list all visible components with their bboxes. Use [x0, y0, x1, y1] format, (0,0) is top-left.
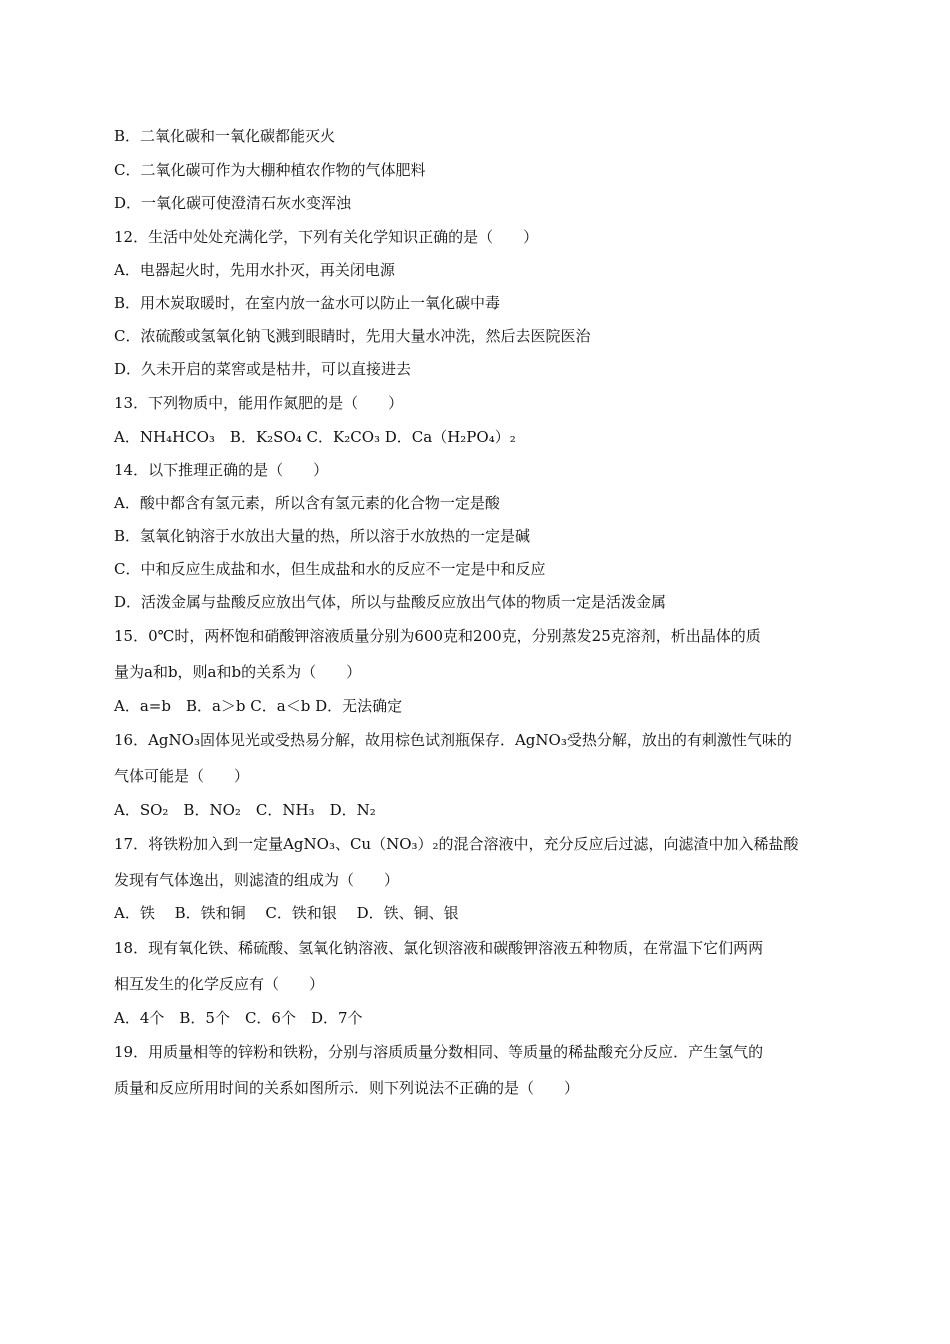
options-q17: A．铁 B．铁和铜 C．铁和银 D．铁、铜、银 [114, 904, 459, 922]
question-17-line-2: 发现有气体逸出，则滤渣的组成为（ ） [114, 871, 400, 889]
option-c-q12: C．浓硫酸或氢氧化钠飞溅到眼睛时，先用大量水冲洗，然后去医院医治 [114, 327, 591, 345]
option-c-q14: C．中和反应生成盐和水，但生成盐和水的反应不一定是中和反应 [114, 560, 546, 578]
question-18-line-1: 18．现有氧化铁、稀硫酸、氢氧化钠溶液、氯化钡溶液和碳酸钾溶液五种物质，在常温下它们两两 [114, 939, 764, 957]
question-15-line-2: 量为a和b，则a和b的关系为（ ） [114, 663, 362, 681]
option-b-q12: B．用木炭取暖时，在室内放一盆水可以防止一氧化碳中毒 [114, 294, 501, 312]
question-16-line-2: 气体可能是（ ） [114, 767, 250, 785]
question-19-line-1: 19．用质量相等的锌粉和铁粉，分别与溶质质量分数相同、等质量的稀盐酸充分反应．产生氢气的 [114, 1043, 764, 1061]
option-c-q11: C．二氧化碳可作为大棚种植农作物的气体肥料 [114, 161, 426, 179]
question-19-line-2: 质量和反应所用时间的关系如图所示．则下列说法不正确的是（ ） [114, 1079, 580, 1097]
question-15-line-1: 15．0℃时，两杯饱和硝酸钾溶液质量分别为600克和200克，分别蒸发25克溶剂，析出晶体的质 [114, 627, 761, 645]
options-q13: A．NH₄HCO₃ B．K₂SO₄ C．K₂CO₃ D．Ca（H₂PO₄）₂ [114, 428, 516, 446]
question-14: 14．以下推理正确的是（ ） [114, 461, 329, 479]
option-b-q14: B．氢氧化钠溶于水放出大量的热，所以溶于水放热的一定是碱 [114, 527, 531, 545]
option-a-q14: A．酸中都含有氢元素，所以含有氢元素的化合物一定是酸 [114, 494, 500, 512]
option-d-q12: D．久未开启的菜窖或是枯井，可以直接进去 [114, 360, 412, 378]
option-b-q11: B．二氧化碳和一氧化碳都能灭火 [114, 127, 336, 145]
question-16-line-1: 16．AgNO₃固体见光或受热易分解，故用棕色试剂瓶保存．AgNO₃受热分解，放出的有刺激性气味的 [114, 731, 792, 749]
question-12: 12．生活中处处充满化学，下列有关化学知识正确的是（ ） [114, 228, 539, 246]
options-q16: A．SO₂ B．NO₂ C．NH₃ D．N₂ [114, 801, 376, 819]
options-q15: A．a=b B．a＞b C．a＜b D．无法确定 [114, 697, 403, 715]
option-d-q14: D．活泼金属与盐酸反应放出气体，所以与盐酸反应放出气体的物质一定是活泼金属 [114, 593, 667, 611]
question-13: 13．下列物质中，能用作氮肥的是（ ） [114, 394, 404, 412]
question-18-line-2: 相互发生的化学反应有（ ） [114, 975, 325, 993]
options-q18: A．4个 B．5个 C．6个 D．7个 [114, 1009, 363, 1027]
option-a-q12: A．电器起火时，先用水扑灭，再关闭电源 [114, 261, 395, 279]
option-d-q11: D．一氧化碳可使澄清石灰水变浑浊 [114, 194, 352, 212]
question-17-line-1: 17．将铁粉加入到一定量AgNO₃、Cu（NO₃）₂的混合溶液中，充分反应后过滤，向滤渣中加入稀盐酸 [114, 835, 799, 853]
